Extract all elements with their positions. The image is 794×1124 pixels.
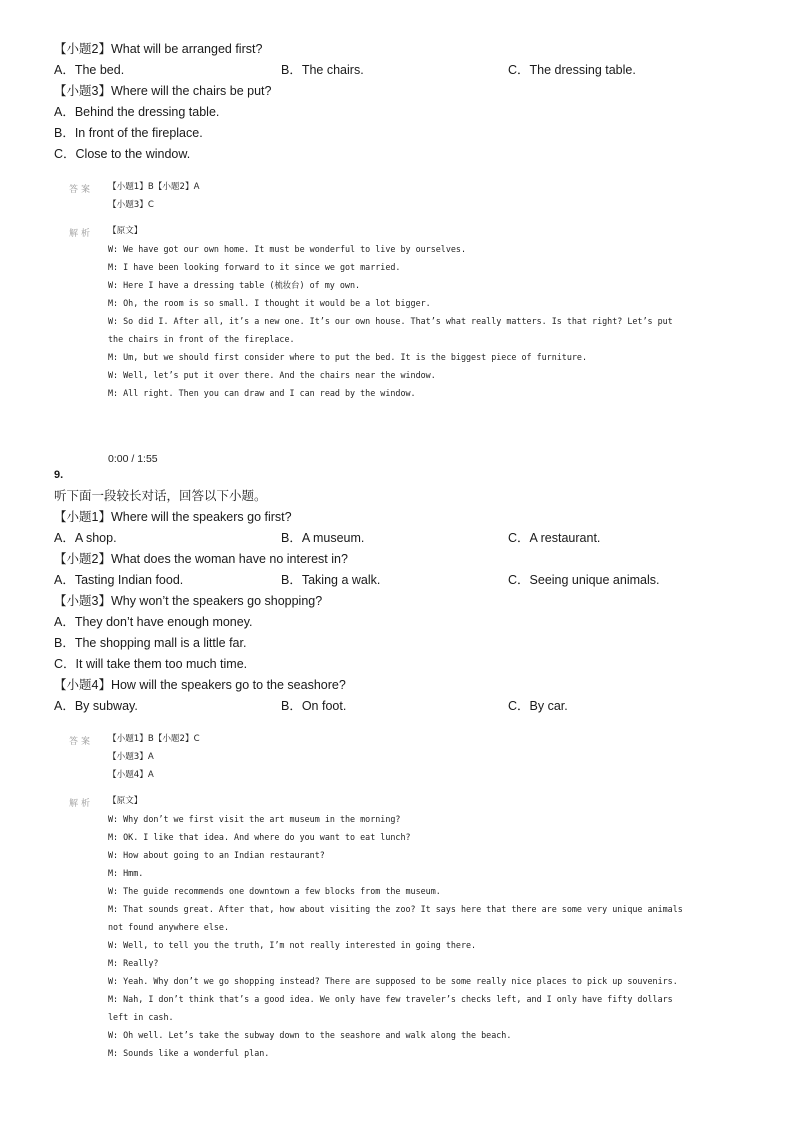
option-a: A．Behind the dressing table. (54, 105, 220, 119)
question-1-2: 【小题2】What will be arranged first? (54, 42, 263, 56)
transcript-line: M: Nah, I don’t think that’s a good idea. We only have few traveler’s checks left, and I only have fifty dollars (108, 994, 673, 1004)
analysis-label: 解析 (69, 799, 94, 809)
transcript-line: M: Oh, the room is so small. I thought it would be a lot bigger. (108, 298, 431, 308)
transcript-line: M: I have been looking forward to it since we got married. (108, 262, 401, 272)
transcript-line: not found anywhere else. (108, 922, 230, 932)
transcript-line: W: We have got our own home. It must be wonderful to live by ourselves. (108, 244, 466, 254)
option-b: B．On foot. (281, 699, 347, 713)
transcript-line: W: Here I have a dressing table (梳妆台) of my own. (108, 280, 361, 290)
transcript-line: the chairs in front of the fireplace. (108, 334, 295, 344)
answer-label: 答案 (69, 737, 94, 747)
option-a: A．Tasting Indian food. (54, 573, 184, 587)
answer-line: 【小题1】B【小题2】C (108, 734, 200, 744)
option-c: C．Close to the window. (54, 147, 191, 161)
transcript-line: M: OK. I like that idea. And where do you want to eat lunch? (108, 832, 411, 842)
transcript-line: W: Oh well. Let’s take the subway down to the seashore and walk along the beach. (108, 1030, 512, 1040)
option-b: B．Taking a walk. (281, 573, 381, 587)
answer-line: 【小题3】C (108, 200, 154, 210)
transcript-line: M: Um, but we should first consider where to put the bed. It is the biggest piece of furniture. (108, 352, 588, 362)
answer-line: 【小题4】A (108, 770, 154, 780)
option-b: B．In front of the fireplace. (54, 126, 203, 140)
option-c: C．It will take them too much time. (54, 657, 248, 671)
option-c: C．A restaurant. (508, 531, 601, 545)
transcript-line: W: So did I. After all, it’s a new one. It’s our own house. That’s what really matters. Is that right? Let’s put (108, 316, 673, 326)
option-a: A．The bed. (54, 63, 125, 77)
transcript-line: W: How about going to an Indian restaurant? (108, 850, 325, 860)
option-b: B．The chairs. (281, 63, 364, 77)
option-b: B．A museum. (281, 531, 365, 545)
transcript-line: M: That sounds great. After that, how about visiting the zoo? It says here that there are some very unique animals (108, 904, 683, 914)
question-2-4: 【小题4】How will the speakers go to the seashore? (54, 678, 346, 692)
transcript-line: W: Well, to tell you the truth, I’m not really interested in going there. (108, 940, 477, 950)
section-intro: 听下面一段较长对话，回答以下小题。 (54, 489, 267, 503)
answer-label: 答案 (69, 185, 94, 195)
transcript-line: M: All right. Then you can draw and I can read by the window. (108, 388, 416, 398)
option-c: C．The dressing table. (508, 63, 636, 77)
transcript-line: W: Well, let’s put it over there. And the chairs near the window. (108, 370, 436, 380)
analysis-title: 【原文】 (108, 796, 143, 806)
option-b: B．The shopping mall is a little far. (54, 636, 247, 650)
options-2-4 (54, 698, 754, 714)
option-a: A．By subway. (54, 699, 138, 713)
options-2-2 (54, 572, 754, 588)
transcript-line: M: Really? (108, 958, 159, 968)
question-1-3: 【小题3】Where will the chairs be put? (54, 84, 272, 98)
transcript-line: W: Why don’t we first visit the art museum in the morning? (108, 814, 401, 824)
option-c: C．Seeing unique animals. (508, 573, 660, 587)
question-number: 9. (54, 469, 64, 481)
analysis-title: 【原文】 (108, 226, 143, 236)
transcript-line: W: The guide recommends one downtown a few blocks from the museum. (108, 886, 441, 896)
options-2-1 (54, 530, 754, 546)
analysis-label: 解析 (69, 229, 94, 239)
question-2-3: 【小题3】Why won’t the speakers go shopping? (54, 594, 323, 608)
transcript-line: M: Hmm. (108, 868, 144, 878)
options-1-2 (54, 62, 754, 78)
transcript-line: M: Sounds like a wonderful plan. (108, 1048, 270, 1058)
question-2-2: 【小题2】What does the woman have no interest in? (54, 552, 348, 566)
option-a: A．They don’t have enough money. (54, 615, 253, 629)
question-2-1: 【小题1】Where will the speakers go first? (54, 510, 292, 524)
transcript-line: left in cash. (108, 1012, 174, 1022)
option-c: C．By car. (508, 699, 568, 713)
transcript-line: W: Yeah. Why don’t we go shopping instead? There are supposed to be some really nice places to pick up souvenirs. (108, 976, 678, 986)
option-a: A．A shop. (54, 531, 117, 545)
answer-line: 【小题1】B【小题2】A (108, 182, 200, 192)
audio-time-display[interactable]: 0:00 / 1:55 (108, 453, 158, 465)
answer-line: 【小题3】A (108, 752, 154, 762)
